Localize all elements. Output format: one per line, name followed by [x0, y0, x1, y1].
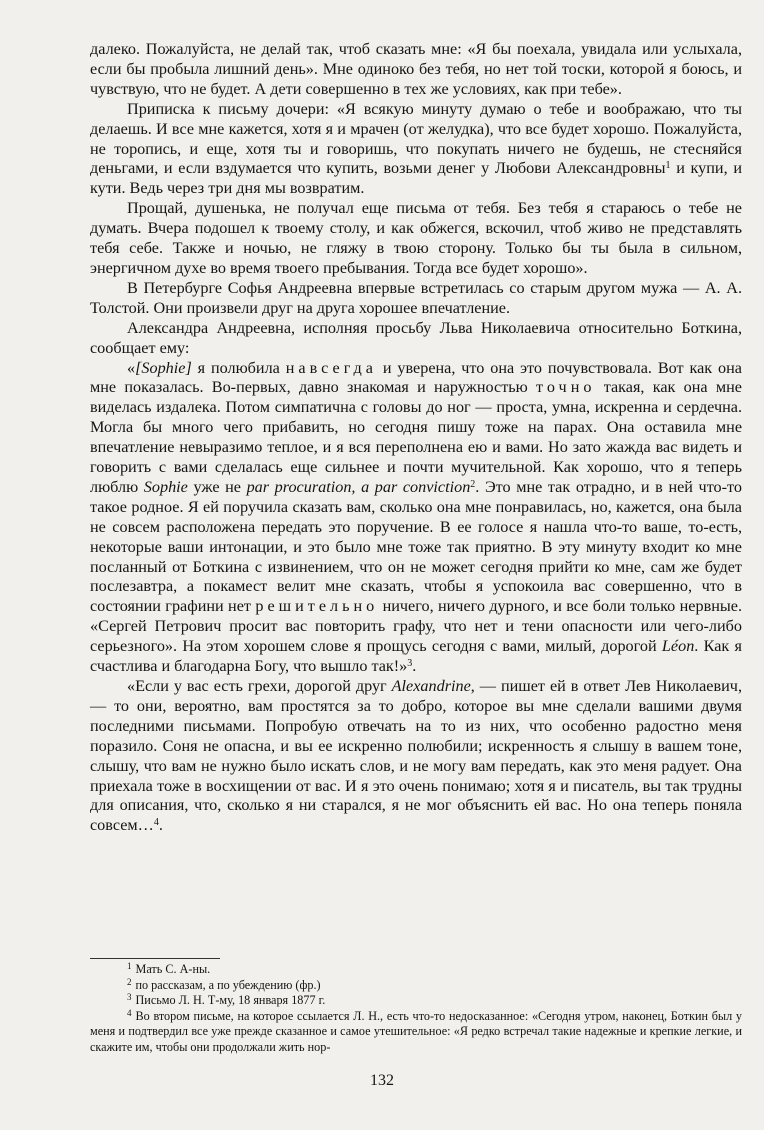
main-text [90, 40, 742, 836]
footnote-number: 1 [127, 961, 132, 971]
footnotes [90, 962, 742, 1056]
italic-text: Alexandrine [391, 677, 471, 695]
text-run: . [158, 816, 163, 835]
spaced-emphasis: навсегда [285, 358, 377, 377]
paragraph [90, 100, 742, 200]
text-run: Приписка к письму дочери: «Я всякую минуту думаю о тебе и воображаю, что ты делаешь. И все мне кажется, хотя я и мрачен (от желудка), что все будет хорошо. Пожалуйста, не торопись, и еще, хотя ты и говоришь, что покупать ничего не будешь, не стесняйся деньгами, и если вздумается что купить, возьми денег у Любови Александровны [90, 99, 742, 178]
footnote-number: 4 [127, 1007, 132, 1018]
text-run: такая, как она мне виделась издалека. Потом симпатична с головы до ног — проста, умна, искренна и сердечна. Могла бы много чего прибавить, но сегодня пишу тоже на парах. Она оставила мне впечатление невыразимо теплое, и я вся переполнена ею и вами. Но зато жажда вас видеть и говорить с вами сделалась еще сильнее и почти мучительной. Как хорошо, что я теперь люблю [90, 378, 742, 496]
spaced-emphasis: точно [536, 378, 596, 397]
italic-text: Sophie [143, 477, 188, 496]
footnote [90, 962, 742, 978]
text-run: Александра Андреевна, исполняя просьбу Льва Николаевича относительно Боткина, сообщает ему: [90, 318, 742, 357]
footnote-text: Во втором письме, на которое ссылается Л. Н., есть что-то недосказанное: «Сегодня утром, наконец, Боткин был у меня и подтвердил все уже прежде сказанное и самое утешительное: «Я редко встречал такие надежные и крепкие легкие, и скажите им, чтобы они продолжали жить нор- [90, 1008, 742, 1054]
text-run: уже не [187, 477, 247, 496]
text-run: . Это мне так отрадно, и в ней что-то такое родное. Я ей поручила сказать вам, сколько она мне понравилась, но, кажется, она была не совсем расположена передать это поручение. В ее голосе я нашла что-то ваше, то-есть, некоторые ваши интонации, и это было мне тоже так приятно. В эту минуту входит ко мне посланный от Боткина с извинением, что он не может сегодня прийти ко мне, сам же будет послезавтра, а покамест велит мне сказать, чтобы я успокоила вас совершенно, что в состоянии графини нет [90, 477, 742, 616]
text-run: ничего, ничего дурного, и все боли только нервные. «Сергей Петрович просит вас повторить графу, что нет и тени опасности или чего-либо серьезного». На этом хорошем слове я прощусь сегодня с вами, милый, дорогой [90, 597, 742, 656]
paragraph [90, 677, 742, 836]
text-run: В Петербурге Софья Андреевна впервые встретилась со старым другом мужа — А. А. Толстой. Они произвели друг на друга хорошее впечатление. [90, 278, 742, 317]
text-run: , — пишет ей в ответ Лев Николаевич, — то они, вероятно, вам простятся за то добро, которое вы мне сделали вашими двумя последними письмами. Попробую отвечать на то из них, что особенно радостно меня поразило. Соня не опасна, и вы ее искренно полюбили; искренность я слышу в вашем тоне, слышу, что вам не нужно было искать слов, и не могу вам передать, как это меня радует. Она приехала тоже в восхищении от вас. И я это очень понимаю; хотя я и писатель, вы так трудны для описания, что, сколько я ни старался, я не мог объяснить ей вас. Но она теперь поняла совсем… [90, 677, 742, 835]
footnote-ref: 3 [407, 658, 413, 670]
spaced-emphasis: решительно [255, 597, 379, 616]
paragraph [90, 279, 742, 319]
paragraph [90, 199, 742, 279]
paragraph [90, 40, 742, 100]
footnote [90, 1009, 742, 1056]
italic-text: [Sophie] [135, 358, 192, 377]
text-run: я полюбила [191, 358, 286, 377]
footnote-divider [90, 958, 220, 959]
footnote [90, 993, 742, 1009]
footnote-number: 3 [127, 992, 132, 1003]
paragraph [90, 319, 742, 359]
footnote-ref: 4 [153, 817, 159, 829]
text-run: . [412, 657, 417, 676]
page-number: 132 [370, 1072, 394, 1089]
text-run: . Как я счастлива и благодарна Богу, что вышло так!» [90, 637, 742, 676]
footnote-text: по рассказам, а по убеждению (фр.) [135, 977, 321, 992]
text-run: и уверена, что она это почувствовала. Вот как она мне показалась. Во-первых, давно знакомая и наружностью [90, 358, 742, 397]
italic-text: par procuration, a par conviction [246, 477, 471, 496]
footnote-ref: 1 [665, 160, 671, 172]
footnote-text: Письмо Л. Н. Т-му, 18 января 1877 г. [135, 993, 326, 1008]
paragraph [90, 359, 742, 678]
text-run: Прощай, душенька, не получал еще письма от тебя. Без тебя я стараюсь о тебе не думать. Вчера подошел к твоему столу, и как обжегся, вскочил, чтоб живо не представлять тебя себе. Также и ночью, не гляжу в твою сторону. Только бы ты была в сильном, энергичном духе во время твоего пребывания. Тогда все будет хорошо». [90, 199, 742, 277]
text-run: и купи, и кути. Ведь через три дня мы возвратим. [90, 159, 742, 198]
text-run: далеко. Пожалуйста, не делай так, чтоб сказать мне: «Я бы поехала, увидала или услыхала, если бы пробыла лишний день». Мне одиноко без тебя, но нет той тоски, которой я боюсь, и чувствую, что не будет. А дети совершенно в тех же условиях, как при тебе». [90, 40, 742, 98]
footnote-ref: 2 [470, 478, 476, 490]
text-run: «Если у вас есть грехи, дорогой друг [127, 677, 392, 695]
text-run: « [127, 358, 136, 377]
italic-text: Léon [661, 637, 695, 656]
footnote [90, 978, 742, 994]
footnote-number: 2 [127, 976, 132, 987]
footnote-text: Мать С. А-ны. [135, 962, 211, 976]
